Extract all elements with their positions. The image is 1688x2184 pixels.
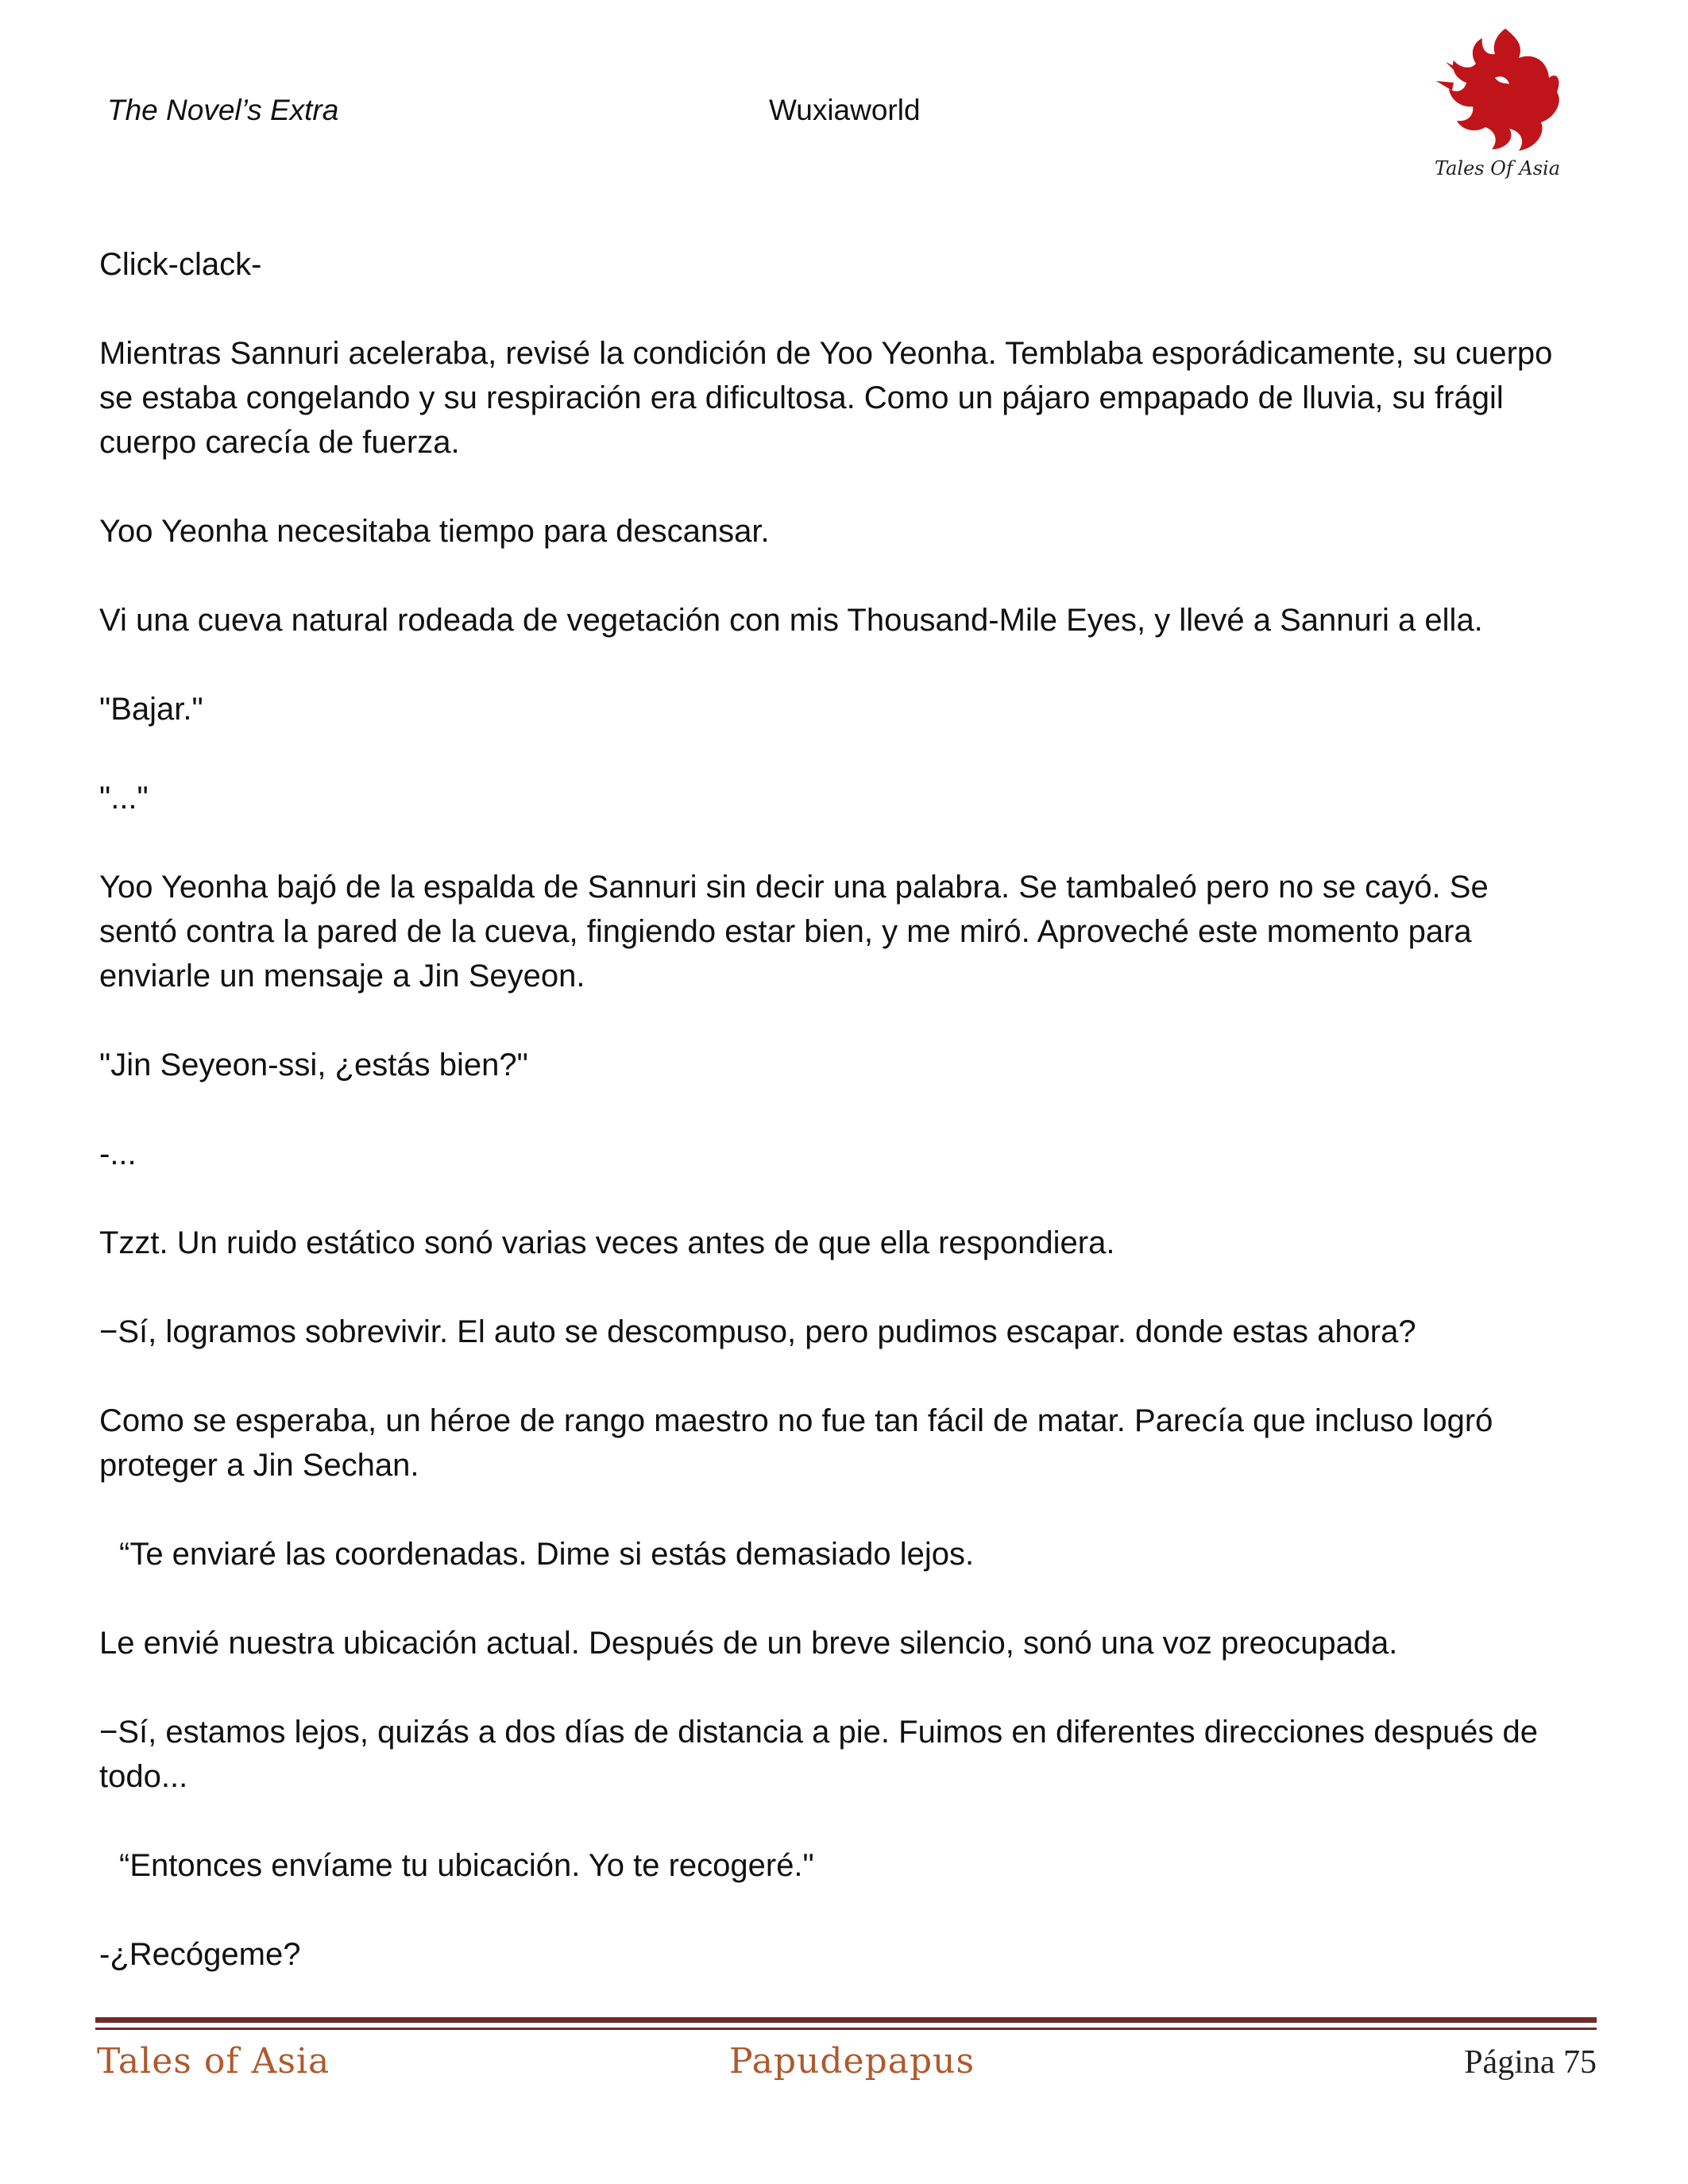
paragraph: Como se esperaba, un héroe de rango maestro no fue tan fácil de matar. Parecía que incluso logró proteger a Jin Sechan.	[99, 1403, 1493, 1483]
paragraph: "Jin Seyeon-ssi, ¿estás bien?"	[99, 1048, 528, 1082]
paragraph: Le envié nuestra ubicación actual. Después de un breve silencio, sonó una voz preocupada.	[99, 1626, 1398, 1661]
header-site-name: Wuxiaworld	[769, 94, 921, 126]
tales-of-asia-logo	[1430, 22, 1565, 189]
paragraph: Tzzt. Un ruido estático sonó varias veces antes de que ella respondiera.	[99, 1225, 1115, 1260]
paragraph: −Sí, estamos lejos, quizás a dos días de distancia a pie. Fuimos en diferentes direcciones después de todo...	[99, 1715, 1539, 1794]
paragraph: -¿Recógeme?	[99, 1937, 301, 1972]
paragraph: “Te enviaré las coordenadas. Dime si estás demasiado lejos.	[119, 1537, 975, 1572]
paragraph: -...	[99, 1136, 137, 1171]
footer-brand: Tales of Asia	[97, 2041, 330, 2082]
paragraph: Yoo Yeonha necesitaba tiempo para descansar.	[99, 514, 770, 549]
paragraph: “Entonces envíame tu ubicación. Yo te recogeré."	[119, 1848, 814, 1883]
footer-divider-thick	[95, 2017, 1597, 2023]
logo-caption: Tales Of Asia	[1434, 157, 1561, 179]
paragraph: "Bajar."	[99, 692, 203, 727]
paragraph: −Sí, logramos sobrevivir. El auto se descompuso, pero pudimos escapar. donde estas ahora?	[99, 1314, 1416, 1349]
header-novel-title: The Novel’s Extra	[107, 94, 339, 126]
footer-divider-thin	[95, 2028, 1597, 2030]
dragon-icon	[1430, 22, 1565, 165]
paragraph: Click-clack-	[99, 247, 262, 282]
paragraph: Yoo Yeonha bajó de la espalda de Sannuri sin decir una palabra. Se tambaleó pero no se cayó. Se sentó contra la pared de la cueva, fingiendo estar bien, y me miró. Aproveché este momento para enviarle un mensaje a Jin Seyeon.	[99, 870, 1489, 994]
paragraph: "..."	[99, 781, 149, 816]
paragraph: Vi una cueva natural rodeada de vegetación con mis Thousand-Mile Eyes, y llevé a Sannuri a ella.	[99, 603, 1483, 638]
page-number: Página 75	[1464, 2044, 1597, 2081]
page-body	[99, 242, 1557, 2021]
footer-translator: Papudepapus	[729, 2041, 975, 2082]
paragraph: Mientras Sannuri aceleraba, revisé la condición de Yoo Yeonha. Temblaba esporádicamente, su cuerpo se estaba congelando y su respiración era dificultosa. Como un pájaro empapado de lluvia, su frágil cuerpo carecía de fuerza.	[99, 336, 1553, 460]
